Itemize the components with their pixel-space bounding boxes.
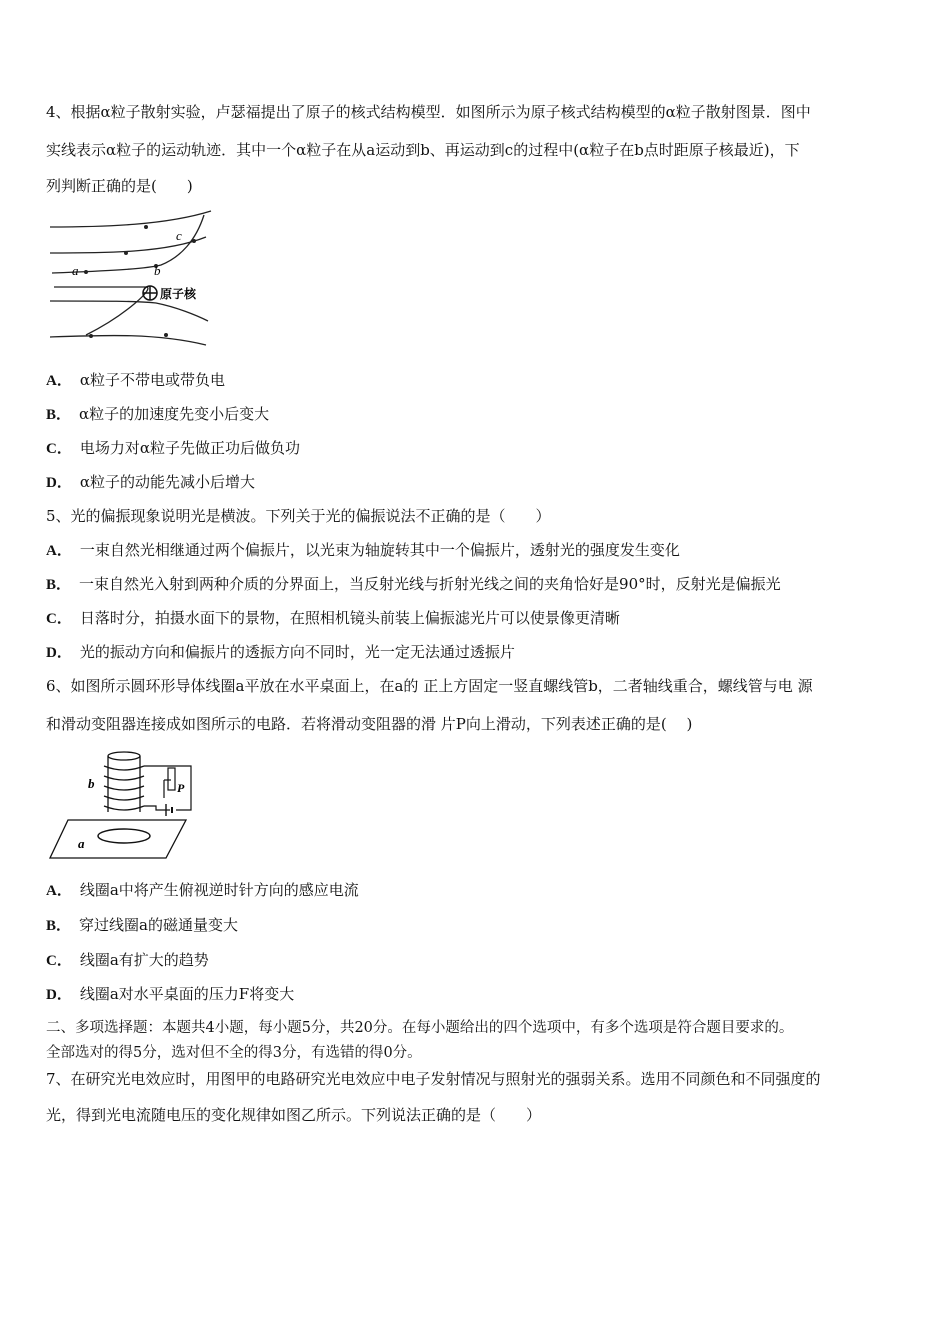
label-b: b [88, 776, 95, 791]
q6-option-b[interactable]: B． 穿过线圈a的磁通量变大 [46, 916, 238, 934]
q4-option-d[interactable]: D． α粒子的动能先减小后增大 [46, 473, 255, 491]
q6-option-d[interactable]: D． 线圈a对水平桌面的压力F将变大 [46, 985, 295, 1003]
label-a: a [72, 263, 79, 278]
label-nucleus: 原子核 [160, 287, 197, 301]
solenoid-coil-figure [46, 748, 196, 863]
coil-a [98, 829, 150, 843]
rheostat [168, 768, 175, 790]
q5-stem: 5、光的偏振现象说明光是横波。下列关于光的偏振说法不正确的是（ ） [46, 507, 551, 525]
q4-stem-line-3: 列判断正确的是( ) [46, 177, 193, 195]
q6-option-a[interactable]: A． 线圈a中将产生俯视逆时针方向的感应电流 [46, 881, 359, 899]
q6-stem-line-1: 6、如图所示圆环形导体线圈a平放在水平桌面上，在a的 正上方固定一竖直螺线管b，二者轴线重合，螺线管与电 源 [46, 677, 813, 695]
q4-stem-line-2: 实线表示α粒子的运动轨迹．其中一个α粒子在从a运动到b、再运动到c的过程中(α粒子在b点时距原子核最近)，下 [46, 141, 800, 159]
section-2-scoring: 全部选对的得5分，选对但不全的得3分，有选错的得0分。 [46, 1045, 422, 1061]
label-a: a [78, 836, 85, 851]
q4-stem-line-1: 4、根据α粒子散射实验，卢瑟福提出了原子的核式结构模型．如图所示为原子核式结构模型的α粒子散射图景．图中 [46, 103, 811, 121]
q6-option-c[interactable]: C． 线圈a有扩大的趋势 [46, 951, 209, 969]
trajectory-lower-2 [54, 287, 148, 335]
section-2-heading: 二、多项选择题：本题共4小题，每小题5分，共20分。在每小题给出的四个选项中，有多个选项是符合题目要求的。 [46, 1020, 794, 1036]
q4-option-a[interactable]: A． α粒子不带电或带负电 [46, 371, 225, 389]
label-p: P [177, 781, 185, 795]
q5-option-b[interactable]: B． 一束自然光入射到两种介质的分界面上，当反射光线与折射光线之间的夹角恰好是90°时，反射光是偏振光 [46, 575, 781, 593]
q5-option-c[interactable]: C． 日落时分，拍摄水面下的景物，在照相机镜头前装上偏振滤光片可以使景像更清晰 [46, 609, 620, 627]
q5-option-a[interactable]: A． 一束自然光相继通过两个偏振片，以光束为轴旋转其中一个偏振片，透射光的强度发生变化 [46, 541, 680, 559]
q7-stem-line-1: 7、在研究光电效应时，用图甲的电路研究光电效应中电子发射情况与照射光的强弱关系。选用不同颜色和不同强度的 [46, 1070, 821, 1088]
q4-option-b[interactable]: B． α粒子的加速度先变小后变大 [46, 405, 270, 423]
trajectory-bottom [50, 335, 206, 345]
trajectory-lower-1 [50, 301, 208, 321]
label-b: b [154, 263, 161, 278]
q4-option-c[interactable]: C． 电场力对α粒子先做正功后做负功 [46, 439, 300, 457]
q6-stem-line-2: 和滑动变阻器连接成如图所示的电路．若将滑动变阻器的滑 片P向上滑动，下列表述正确的是( ) [46, 715, 693, 733]
alpha-scattering-figure [46, 205, 216, 355]
q7-stem-line-2: 光，得到光电流随电压的变化规律如图乙所示。下列说法正确的是（ ） [46, 1106, 542, 1124]
label-c: c [176, 228, 182, 243]
trajectory-top [50, 211, 211, 227]
solenoid-windings [104, 766, 144, 810]
tabletop [50, 820, 186, 858]
q5-option-d[interactable]: D． 光的振动方向和偏振片的透振方向不同时，光一定无法通过透振片 [46, 643, 515, 661]
